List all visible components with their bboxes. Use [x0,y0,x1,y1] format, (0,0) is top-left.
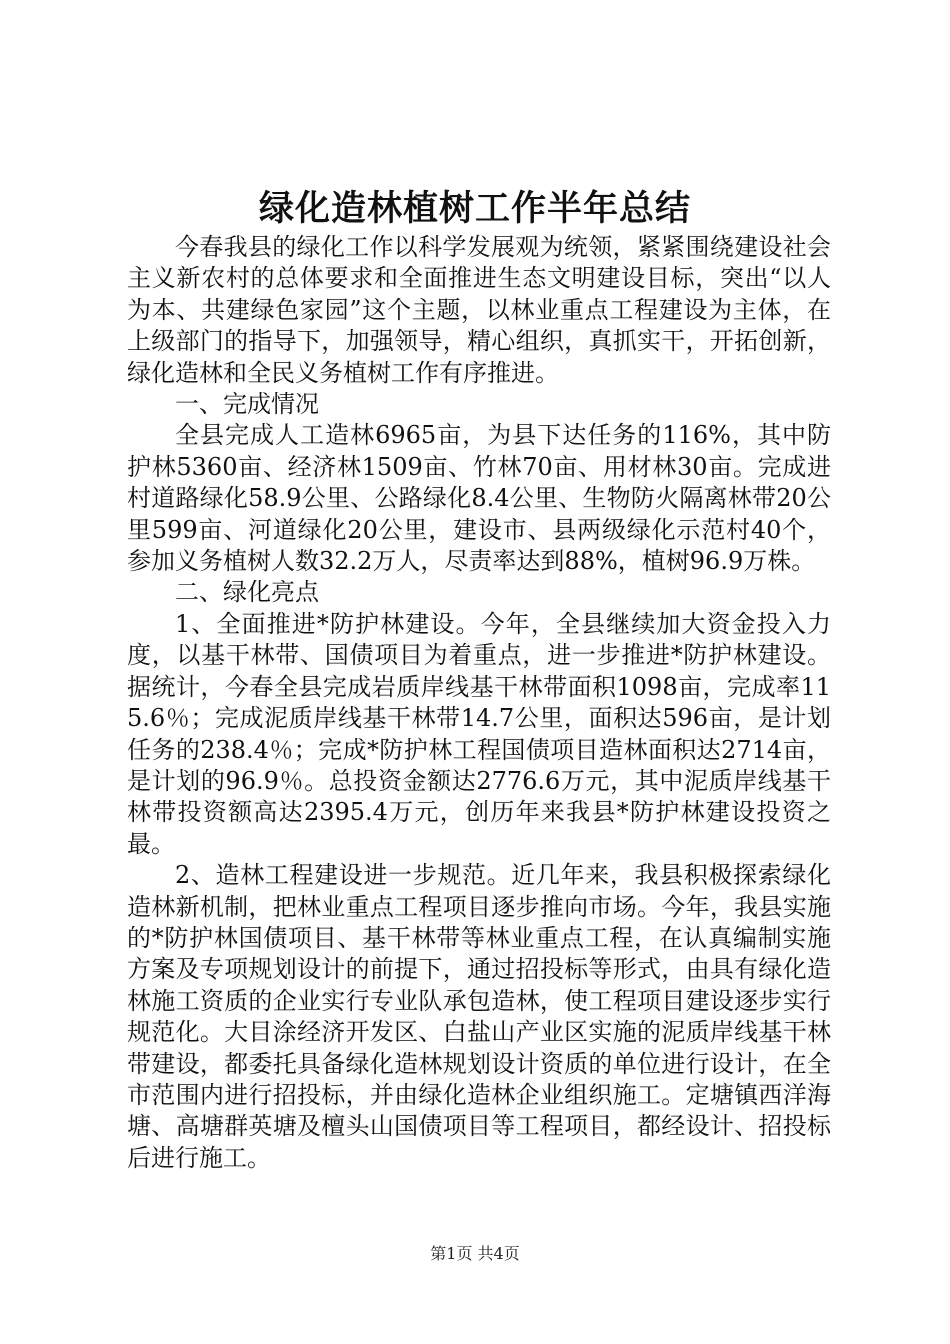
document-body [127,232,831,1174]
document-title: 绿化造林植树工作半年总结 [258,188,691,229]
section-heading-completion: 一、完成情况 [175,390,319,419]
section-heading-highlights: 二、绿化亮点 [175,578,319,607]
intro-paragraph: 今春我县的绿化工作以科学发展观为统领，紧紧围绕建设社会主义新农村的总体要求和全面推进生态文明建设目标，突出“以人为本、共建绿色家园”这个主题，以林业重点工程建设为主体，在上级部门的指导下，加强领导，精心组织，真抓实干，开拓创新，绿化造林和全民义务植树工作有序推进。 [127,233,831,387]
highlight-paragraph-2: 2、造林工程建设进一步规范。近几年来，我县积极探索绿化造林新机制，把林业重点工程项目逐步推向市场。今年，我县实施的*防护林国债项目、基干林带等林业重点工程，在认真编制实施方案及专项规划设计的前提下，通过招投标等形式，由具有绿化造林施工资质的企业实行专业队承包造林，使工程项目建设逐步实行规范化。大目涂经济开发区、白盐山产业区实施的泥质岸线基干林带建设，都委托具备绿化造林规划设计资质的单位进行设计，在全市范围内进行招投标，并由绿化造林企业组织施工。定塘镇西洋海塘、高塘群英塘及檀头山国债项目等工程项目，都经设计、招投标后进行施工。 [127,861,831,1172]
highlight-paragraph-1: 1、全面推进*防护林建设。今年，全县继续加大资金投入力度，以基干林带、国债项目为着重点，进一步推进*防护林建设。据统计，今春全县完成岩质岸线基干林带面积1098亩，完成率115.6％；完成泥质岸线基干林带14.7公里，面积达596亩，是计划任务的238.4％；完成*防护林工程国债项目造林面积达2714亩，是计划的96.9％。总投资金额达2776.6万元，其中泥质岸线基干林带投资额高达2395.4万元，创历年来我县*防护林建设投资之最。 [127,609,831,858]
page-footer: 第1页 共4页 [430,1244,520,1263]
completion-paragraph: 全县完成人工造林6965亩，为县下达任务的116%，其中防护林5360亩、经济林1509亩、竹林70亩、用材林30亩。完成进村道路绿化58.9公里、公路绿化8.4公里、生物防火隔离林带20公里599亩、河道绿化20公里，建设市、县两级绿化示范村40个，参加义务植树人数32.2万人，尽责率达到88%，植树96.9万株。 [127,421,831,576]
